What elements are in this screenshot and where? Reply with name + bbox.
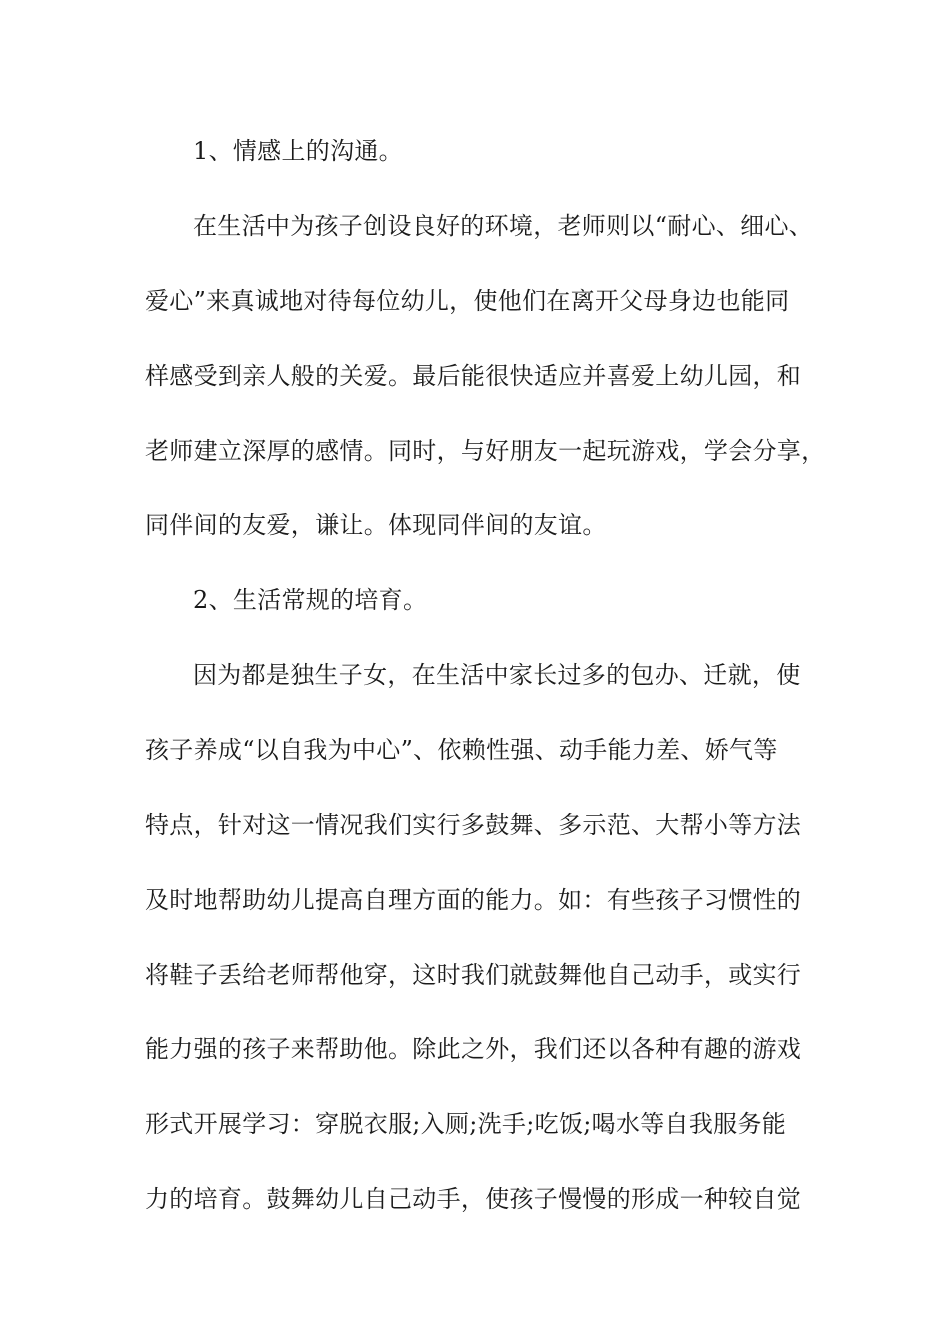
paragraph-line: 孩子养成“以自我为中心”、依赖性强、动手能力差、娇气等 [145,736,778,764]
paragraph-line: 及时地帮助幼儿提高自理方面的能力。如：有些孩子习惯性的 [145,886,802,914]
paragraph-line: 特点，针对这一情况我们实行多鼓舞、多示范、大帮小等方法 [145,811,802,839]
paragraph-line: 在生活中为孩子创设良好的环境，老师则以“耐心、细心、 [193,212,814,240]
paragraph-line: 爱心”来真诚地对待每位幼儿，使他们在离开父母身边也能同 [145,287,790,315]
paragraph-line: 力的培育。鼓舞幼儿自己动手，使孩子慢慢的形成一种较自觉 [145,1185,802,1213]
paragraph-line: 因为都是独生子女，在生活中家长过多的包办、迁就，使 [193,661,801,689]
paragraph-line: 将鞋子丢给老师帮他穿，这时我们就鼓舞他自己动手，或实行 [145,961,802,989]
paragraph-line: 能力强的孩子来帮助他。除此之外，我们还以各种有趣的游戏 [145,1035,802,1063]
paragraph-line: 形式开展学习：穿脱衣服;入厕;洗手;吃饭;喝水等自我服务能 [145,1110,787,1138]
paragraph-line: 老师建立深厚的感情。同时，与好朋友一起玩游戏，学会分享， [145,437,826,465]
section-heading-1: 1、情感上的沟通。 [193,137,403,165]
section-heading-2: 2、生活常规的培育。 [193,586,428,614]
paragraph-line: 同伴间的友爱，谦让。体现同伴间的友谊。 [145,511,607,539]
paragraph-line: 样感受到亲人般的关爱。最后能很快适应并喜爱上幼儿园，和 [145,362,802,390]
